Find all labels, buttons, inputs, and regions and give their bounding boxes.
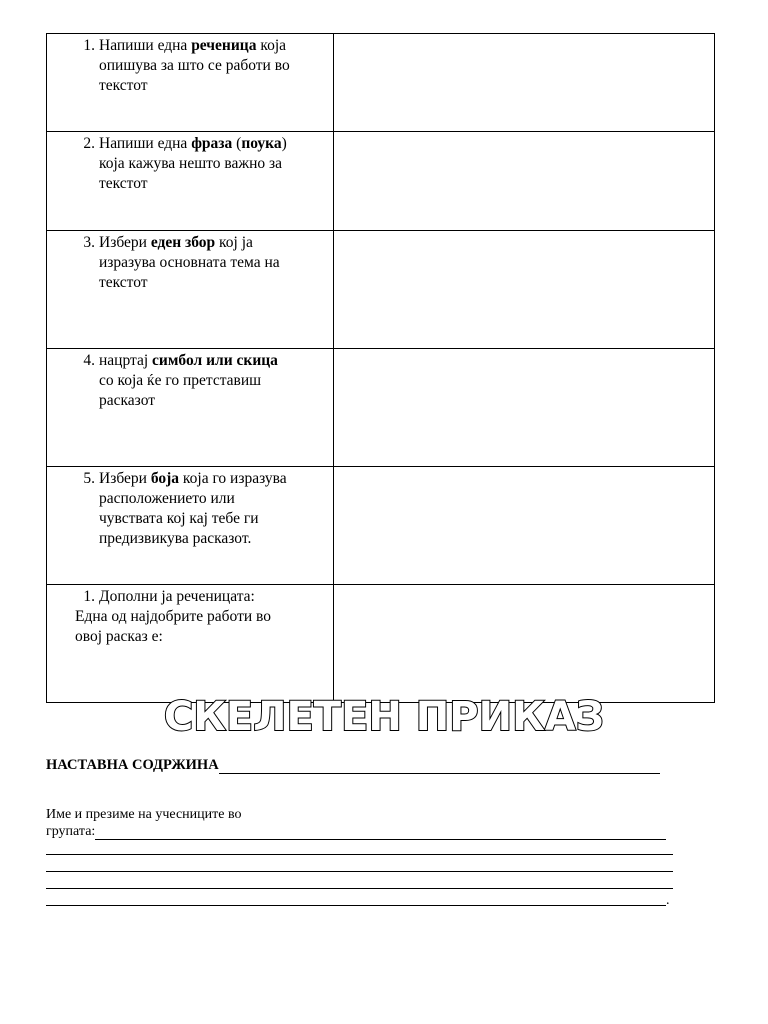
prompt-continuation: расположението или — [99, 490, 235, 507]
prompt-cell — [47, 231, 334, 349]
answer-cell[interactable] — [334, 132, 715, 231]
content-blank[interactable] — [219, 759, 660, 774]
answer-cell[interactable] — [334, 467, 715, 585]
answer-cell[interactable] — [334, 349, 715, 467]
prompt-continuation: опишува за што се работи во — [99, 57, 290, 74]
emphasis-text: симбол или скица — [152, 352, 278, 369]
prompt-cell — [47, 349, 334, 467]
item-number: 4. — [83, 352, 95, 369]
prompt-cell — [47, 467, 334, 585]
answer-cell[interactable] — [334, 585, 715, 703]
prompt-continuation: чувствата кој кај тебе ги — [99, 510, 259, 527]
item-text — [99, 36, 333, 56]
prompt-item — [47, 132, 333, 154]
prompt-text: Дополни ја реченицата: — [99, 588, 255, 605]
prompt-text: нацртај — [99, 352, 153, 369]
end-mark: . — [666, 893, 670, 908]
emphasis-text: реченица — [191, 37, 257, 54]
item-text — [99, 134, 333, 154]
prompt-item — [47, 467, 333, 489]
table-row — [47, 34, 715, 132]
names-field — [46, 823, 666, 840]
table-row — [47, 467, 715, 585]
prompt-cell — [47, 34, 334, 132]
prompt-text: Избери — [99, 470, 151, 487]
item-number: 1. — [83, 37, 95, 54]
names-blank-3[interactable] — [46, 871, 673, 872]
item-text — [99, 233, 333, 253]
prompt-text: кој ја — [215, 234, 253, 251]
emphasis-text: фраза — [191, 135, 233, 152]
prompt-continuation: која кажува нешто важно за — [99, 155, 282, 172]
names-blank-1[interactable] — [95, 825, 666, 840]
emphasis-text: боја — [150, 470, 180, 487]
table-row — [47, 132, 715, 231]
prompt-text: Избери — [99, 234, 151, 251]
item-text — [99, 469, 333, 489]
page-title: СКЕЛЕТЕН ПРИКАЗ — [163, 694, 605, 740]
emphasis-text: еден збор — [150, 234, 216, 251]
group-label: групата: — [46, 824, 96, 839]
prompt-continuation: Една од најдобрите работи во — [75, 608, 272, 625]
prompt-item — [47, 585, 333, 607]
prompt-text: која — [256, 37, 287, 54]
item-number: 5. — [83, 470, 95, 487]
item-text — [99, 351, 333, 371]
worksheet-table — [46, 33, 715, 703]
prompt-continuation: овој расказ е: — [75, 628, 163, 645]
prompt-text: ) — [281, 135, 287, 152]
content-field — [46, 757, 660, 774]
table-row — [47, 349, 715, 467]
item-number: 1. — [83, 588, 95, 605]
item-number: 2. — [83, 135, 95, 152]
names-blank-2[interactable] — [46, 854, 673, 855]
prompt-text: која го изразува — [179, 470, 287, 487]
table-row — [47, 231, 715, 349]
prompt-continuation: предизвикува расказот. — [99, 530, 252, 547]
prompt-continuation: изразува основната тема на — [99, 254, 280, 271]
prompt-text: Напиши една — [99, 37, 192, 54]
item-number: 3. — [83, 234, 95, 251]
prompt-continuation: текстот — [99, 175, 148, 192]
item-text — [99, 587, 333, 607]
names-blank-5[interactable] — [46, 905, 666, 906]
prompt-cell — [47, 132, 334, 231]
prompt-item — [47, 231, 333, 253]
prompt-continuation: со која ќе го претставиш — [99, 372, 262, 389]
prompt-item — [47, 349, 333, 371]
content-label: НАСТАВНА СОДРЖИНА — [46, 757, 219, 773]
answer-cell[interactable] — [334, 231, 715, 349]
prompt-text: ( — [232, 135, 242, 152]
answer-cell[interactable] — [334, 34, 715, 132]
table-row — [47, 585, 715, 703]
names-blank-4[interactable] — [46, 888, 673, 889]
emphasis-text: поука — [241, 135, 282, 152]
names-label: Име и презиме на учесниците во — [46, 807, 242, 822]
prompt-continuation: текстот — [99, 77, 148, 94]
prompt-continuation: расказот — [99, 392, 156, 409]
prompt-cell — [47, 585, 334, 703]
prompt-continuation: текстот — [99, 274, 148, 291]
prompt-item — [47, 34, 333, 56]
prompt-text: Напиши една — [99, 135, 192, 152]
